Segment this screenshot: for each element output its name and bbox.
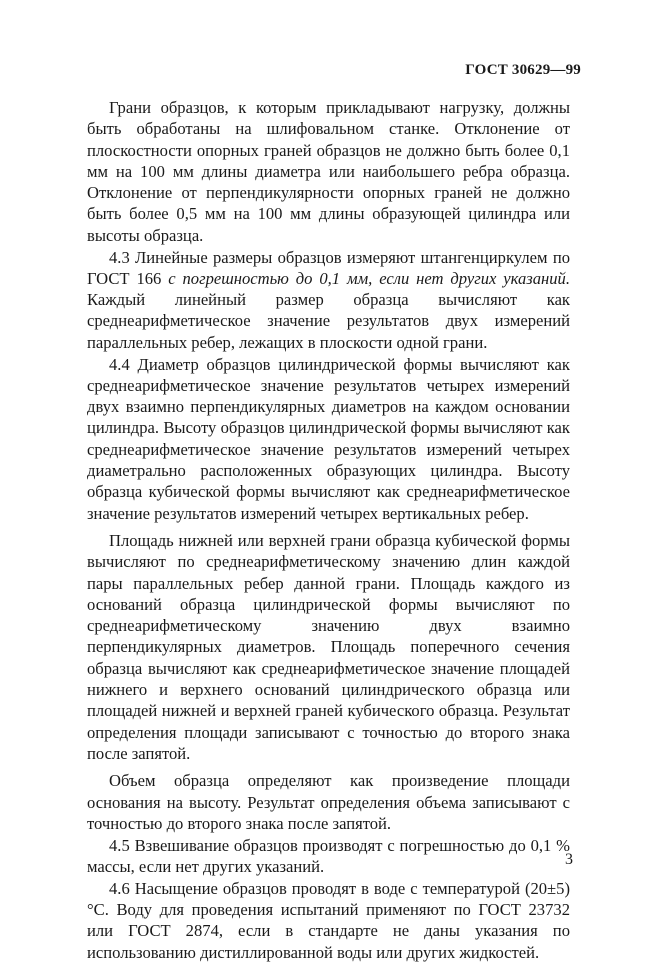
paragraph-4-3 xyxy=(87,247,570,353)
paragraph-volume: Объем образца определяют как произведение площади основания на высоту. Результат определения объема записывают с точностью до второго знака после запятой. xyxy=(87,771,570,833)
paragraph-faces-processing: Грани образцов, к которым прикладывают нагрузку, должны быть обработаны на шлифовальном станке. Отклонение от плоскостности опорных граней образцов не должно быть более 0,1 мм на 100 мм длины диаметра или наибольшего ребра образца. Отклонение от перпендикулярности опорных граней не должно быть более 0,5 мм на 100 мм длины образующей цилиндра или высоты образца. xyxy=(87,98,570,245)
document-body xyxy=(87,97,570,963)
paragraph-4-3-italic: с погрешностью до 0,1 мм, если нет других указаний. xyxy=(168,268,570,288)
paragraph-4-6: 4.6 Насыщение образцов проводят в воде с температурой (20±5) °С. Воду для проведения испытаний применяют по ГОСТ 23732 или ГОСТ 2874, если в стандарте не даны указания по использованию дистиллированной воды или других жидкостей. xyxy=(87,878,570,962)
paragraph-area: Площадь нижней или верхней грани образца кубической формы вычисляют по среднеарифметическому значению длин каждой пары параллельных ребер данной грани. Площадь каждого из оснований образца цилиндрической формы вычисляют по среднеарифметическому значению двух взаимно перпендикулярных диаметров. Площадь поперечного сечения образца вычисляют как среднеарифметическое значение площадей нижнего и верхнего оснований цилиндрического образца или площадей нижней и верхней граней кубического образца. Результат определения площади записывают с точностью до второго знака после запятой. xyxy=(87,530,570,763)
paragraph-4-3-start: 4.3 Линейные размеры образцов измеряют штангенциркулем по ГОСТ 166 xyxy=(87,247,570,288)
page-number: 3 xyxy=(565,851,573,868)
paragraph-4-5: 4.5 Взвешивание образцов производят с погрешностью до 0,1 % массы, если нет других указаний. xyxy=(87,835,570,876)
paragraph-4-4: 4.4 Диаметр образцов цилиндрической формы вычисляют как среднеарифметическое значение результатов четырех измерений двух взаимно перпендикулярных диаметров на каждом основании цилиндра. Высоту образцов цилиндрической формы вычисляют как среднеарифметическое значение результатов измерений четырех диаметрально расположенных образующих цилиндра. Высоту образца кубической формы вычисляют как среднеарифметическое значение результатов измерений четырех вертикальных ребер. xyxy=(87,354,570,523)
standard-header: ГОСТ 30629—99 xyxy=(465,62,581,78)
paragraph-4-3-end: Каждый линейный размер образца вычисляют как среднеарифметическое значение результатов двух измерений параллельных ребер, лежащих в плоскости одной грани. xyxy=(87,290,570,352)
